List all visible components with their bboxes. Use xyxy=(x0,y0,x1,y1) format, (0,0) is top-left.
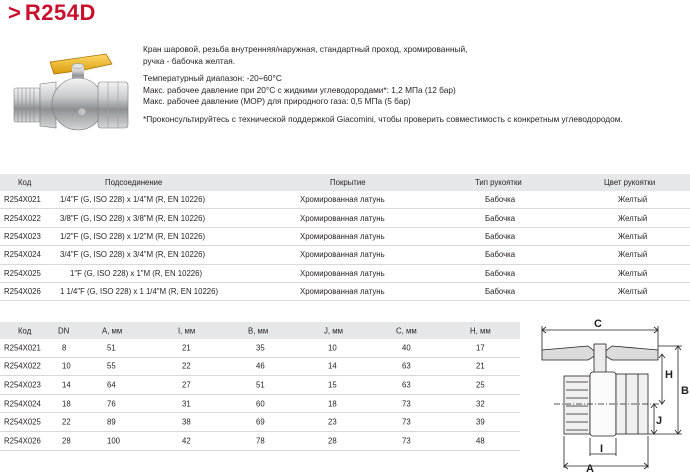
t1-header-code: Код xyxy=(18,178,32,187)
cell-coating: Хромированная латунь xyxy=(300,195,385,205)
cell-i: 21 xyxy=(182,343,191,353)
page-title: R254D xyxy=(24,0,96,25)
cell-code: R254X022 xyxy=(4,361,41,371)
cell-j: 10 xyxy=(328,343,337,353)
table-row xyxy=(0,395,520,414)
cell-dn: 18 xyxy=(62,399,71,409)
cell-coating: Хромированная латунь xyxy=(300,213,385,223)
t2-header-dn: DN xyxy=(58,326,70,335)
title-arrow: > xyxy=(8,0,21,25)
cell-j: 23 xyxy=(328,417,337,427)
t2-header-a: A, мм xyxy=(102,326,123,335)
cell-j: 15 xyxy=(328,380,337,390)
cell-a: 55 xyxy=(107,361,116,371)
pressure-liquid: Макс. рабочее давление при 20°C с жидкими углеводородами*: 1,2 МПа (12 бар) xyxy=(143,84,456,95)
cell-coating: Хромированная латунь xyxy=(300,250,385,260)
cell-a: 100 xyxy=(107,436,121,446)
cell-b: 69 xyxy=(256,417,265,427)
cell-code: R254X022 xyxy=(4,213,41,223)
cell-dn: 22 xyxy=(62,417,71,427)
cell-handle-type: Бабочка xyxy=(485,250,516,260)
cell-connection: 1"F (G, ISO 228) x 1"M (R, EN 10226) xyxy=(70,268,203,278)
cell-c: 73 xyxy=(402,417,411,427)
cell-code: R254X026 xyxy=(4,287,41,297)
cell-handle-color: Желтый xyxy=(618,231,648,241)
cell-j: 18 xyxy=(328,399,337,409)
cell-code: R254X023 xyxy=(4,380,41,390)
label-c: C xyxy=(594,318,602,330)
cell-code: R254X021 xyxy=(4,195,41,205)
cell-connection: 3/8"F (G, ISO 228) x 3/8"M (R, EN 10226) xyxy=(60,213,206,223)
cell-c: 73 xyxy=(402,436,411,446)
t2-header-code: Код xyxy=(18,326,32,335)
t1-header-handle-type: Тип рукоятки xyxy=(475,178,522,187)
label-j: J xyxy=(656,415,663,427)
cell-coating: Хромированная латунь xyxy=(300,231,385,241)
table-row xyxy=(0,432,520,451)
t2-header-j: J, мм xyxy=(324,326,343,335)
description xyxy=(143,44,683,125)
cell-c: 63 xyxy=(402,380,411,390)
cell-c: 63 xyxy=(402,361,411,371)
cell-dn: 10 xyxy=(62,361,71,371)
cell-b: 46 xyxy=(256,361,265,371)
t2-header-b: B, мм xyxy=(248,326,269,335)
cell-h: 48 xyxy=(476,436,485,446)
cell-c: 40 xyxy=(402,343,411,353)
cell-connection: 1/2"F (G, ISO 228) x 1/2"M (R, EN 10226) xyxy=(60,231,206,241)
table-row xyxy=(0,228,690,246)
table-row xyxy=(0,246,690,264)
cell-c: 73 xyxy=(402,399,411,409)
cell-i: 27 xyxy=(182,380,191,390)
cell-connection: 3/4"F (G, ISO 228) x 3/4"M (R, EN 10226) xyxy=(60,250,206,260)
cell-handle-type: Бабочка xyxy=(485,268,516,278)
label-b: B xyxy=(681,385,689,397)
table-row xyxy=(0,283,690,301)
label-h: H xyxy=(665,369,673,381)
cell-dn: 28 xyxy=(62,436,71,446)
cell-dn: 14 xyxy=(62,380,71,390)
description-line1: Кран шаровой, резьба внутренняя/наружная, стандартный проход, хромированный, xyxy=(143,44,468,54)
cell-i: 38 xyxy=(182,417,191,427)
cell-i: 42 xyxy=(182,436,191,446)
table-row xyxy=(0,191,690,209)
cell-code: R254X026 xyxy=(4,436,41,446)
cell-h: 32 xyxy=(476,399,485,409)
cell-b: 60 xyxy=(256,399,265,409)
table1-header-row xyxy=(0,174,690,191)
cell-code: R254X025 xyxy=(4,417,41,427)
cell-coating: Хромированная латунь xyxy=(300,268,385,278)
table-row xyxy=(0,209,690,227)
dimensions-table xyxy=(0,322,520,451)
cell-i: 22 xyxy=(182,361,191,371)
cell-b: 51 xyxy=(256,380,265,390)
table-row xyxy=(0,339,520,358)
table-row xyxy=(0,358,520,377)
cell-h: 21 xyxy=(476,361,485,371)
t1-header-connection: Подсоединение xyxy=(105,178,163,187)
t2-header-h: H, мм xyxy=(470,326,491,335)
valve-photo xyxy=(10,48,132,140)
t1-header-coating: Покрытие xyxy=(330,178,366,187)
pressure-gas: Макс. рабочее давление (МОР) для природного газа: 0,5 МПа (5 бар) xyxy=(143,96,411,106)
cell-a: 51 xyxy=(107,343,116,353)
footnote: *Проконсультируйтесь с технической поддержкой Giacomini, чтобы проверить совместимость с конкретным углеводородом. xyxy=(143,113,623,124)
cell-connection: 1/4"F (G, ISO 228) x 1/4"M (R, EN 10226) xyxy=(60,195,206,205)
label-i: I xyxy=(600,443,604,455)
table-row xyxy=(0,376,520,395)
cell-a: 76 xyxy=(107,399,116,409)
cell-b: 78 xyxy=(256,436,265,446)
t2-header-c: C, мм xyxy=(396,326,417,335)
cell-handle-color: Желтый xyxy=(618,195,648,205)
label-a: A xyxy=(586,463,594,474)
cell-j: 14 xyxy=(328,361,337,371)
cell-connection: 1 1/4"F (G, ISO 228) x 1 1/4"M (R, EN 10226) xyxy=(60,287,219,297)
cell-h: 17 xyxy=(476,343,485,353)
t2-header-i: I, мм xyxy=(178,326,196,335)
cell-j: 28 xyxy=(328,436,337,446)
cell-handle-color: Желтый xyxy=(618,250,648,260)
table-row xyxy=(0,413,520,432)
cell-h: 25 xyxy=(476,380,485,390)
cell-handle-type: Бабочка xyxy=(485,213,516,223)
description-line2: ручка - бабочка желтая. xyxy=(143,55,236,66)
cell-coating: Хромированная латунь xyxy=(300,287,385,297)
cell-code: R254X024 xyxy=(4,250,41,260)
cell-handle-type: Бабочка xyxy=(485,195,516,205)
cell-handle-type: Бабочка xyxy=(485,231,516,241)
table-row xyxy=(0,265,690,283)
cell-handle-color: Желтый xyxy=(618,287,648,297)
dimension-diagram xyxy=(528,316,690,474)
header xyxy=(8,2,96,24)
cell-handle-type: Бабочка xyxy=(485,287,516,297)
cell-handle-color: Желтый xyxy=(618,213,648,223)
cell-a: 64 xyxy=(107,380,116,390)
cell-i: 31 xyxy=(182,399,191,409)
cell-h: 39 xyxy=(476,417,485,427)
cell-code: R254X023 xyxy=(4,231,41,241)
cell-dn: 8 xyxy=(62,343,67,353)
t1-header-handle-color: Цвет рукоятки xyxy=(604,178,656,187)
cell-code: R254X024 xyxy=(4,399,41,409)
cell-b: 35 xyxy=(256,343,265,353)
cell-code: R254X025 xyxy=(4,268,41,278)
cell-code: R254X021 xyxy=(4,343,41,353)
table2-header-row xyxy=(0,322,520,339)
cell-a: 89 xyxy=(107,417,116,427)
cell-handle-color: Желтый xyxy=(618,268,648,278)
connection-table xyxy=(0,174,690,301)
temperature-range: Температурный диапазон: -20÷60°C xyxy=(143,73,282,83)
